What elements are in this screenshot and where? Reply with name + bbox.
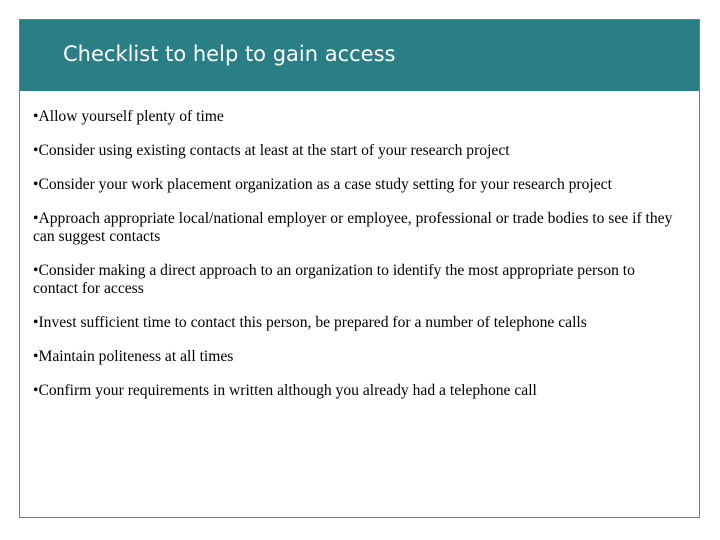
list-item [33, 108, 683, 126]
bullet-icon: • [33, 176, 39, 193]
bullet-icon: • [33, 348, 39, 365]
list-item-text: Approach appropriate local/national employer or employee, professional or trade bodies to see if they can suggest contacts [33, 210, 673, 245]
list-item [33, 382, 683, 400]
list-item-text: Invest sufficient time to contact this person, be prepared for a number of telephone calls [38, 314, 587, 331]
list-item [33, 262, 683, 298]
list-item [33, 210, 683, 246]
bullet-icon: • [33, 142, 39, 159]
bullet-icon: • [33, 314, 39, 331]
slide-title: Checklist to help to gain access [63, 42, 396, 66]
checklist [33, 108, 683, 416]
list-item-text: Allow yourself plenty of time [38, 108, 224, 125]
list-item-text: Maintain politeness at all times [38, 348, 234, 365]
bullet-icon: • [33, 382, 39, 399]
list-item-text: Consider using existing contacts at least at the start of your research project [38, 142, 510, 159]
slide [19, 19, 700, 518]
list-item [33, 314, 683, 332]
bullet-icon: • [33, 108, 39, 125]
list-item [33, 142, 683, 160]
list-item [33, 176, 683, 194]
list-item-text: Consider making a direct approach to an organization to identify the most appropriate person to contact for access [33, 262, 635, 297]
list-item-text: Confirm your requirements in written although you already had a telephone call [38, 382, 537, 399]
list-item-text: Consider your work placement organization as a case study setting for your research project [38, 176, 612, 193]
list-item [33, 348, 683, 366]
bullet-icon: • [33, 210, 39, 227]
title-bar [20, 20, 699, 91]
bullet-icon: • [33, 262, 39, 279]
